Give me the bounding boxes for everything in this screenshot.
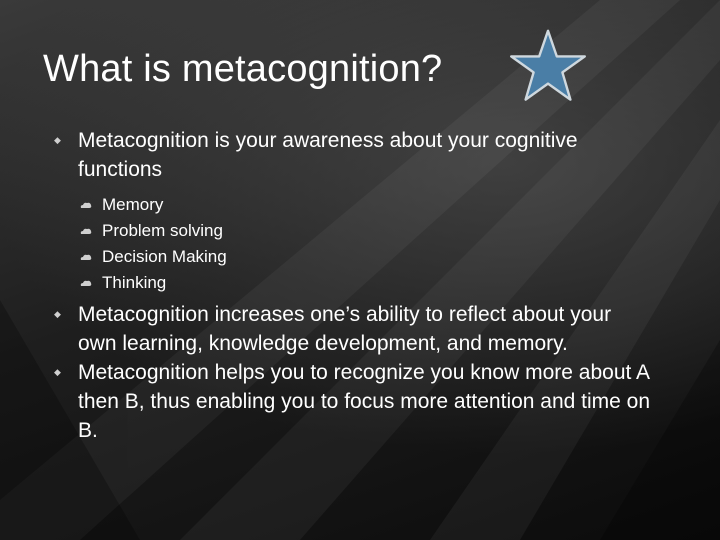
bullet-text: Metacognition increases one’s ability to reflect about your own learning, knowledge development, and memory. xyxy=(78,303,612,355)
diamond-bullet-icon: ◆ xyxy=(54,309,61,319)
cloud-bullet-icon xyxy=(80,279,92,288)
diamond-bullet-icon: ◆ xyxy=(54,367,61,377)
sub-bullet-text: Thinking xyxy=(102,273,167,292)
sub-bullet-item xyxy=(54,244,654,270)
sub-bullet-item xyxy=(54,192,654,218)
bullet-item xyxy=(54,126,654,184)
sub-bullet-text: Problem solving xyxy=(102,221,223,240)
cloud-bullet-icon xyxy=(80,253,92,262)
sub-bullet-text: Decision Making xyxy=(102,247,227,266)
star-icon xyxy=(508,26,588,106)
sub-bullet-item xyxy=(54,218,654,244)
diamond-bullet-icon: ◆ xyxy=(54,135,61,145)
cloud-bullet-icon xyxy=(80,201,92,210)
bullet-text: Metacognition is your awareness about your cognitive functions xyxy=(78,129,578,181)
sub-bullet-item xyxy=(54,270,654,296)
bullet-list xyxy=(54,126,654,445)
bullet-item xyxy=(54,300,654,358)
sub-bullet-text: Memory xyxy=(102,195,164,214)
bullet-item xyxy=(54,358,654,445)
cloud-bullet-icon xyxy=(80,227,92,236)
slide-title: What is metacognition? xyxy=(43,48,443,90)
bullet-text: Metacognition helps you to recognize you know more about A then B, thus enabling you to focus more attention and time on B. xyxy=(78,361,651,442)
